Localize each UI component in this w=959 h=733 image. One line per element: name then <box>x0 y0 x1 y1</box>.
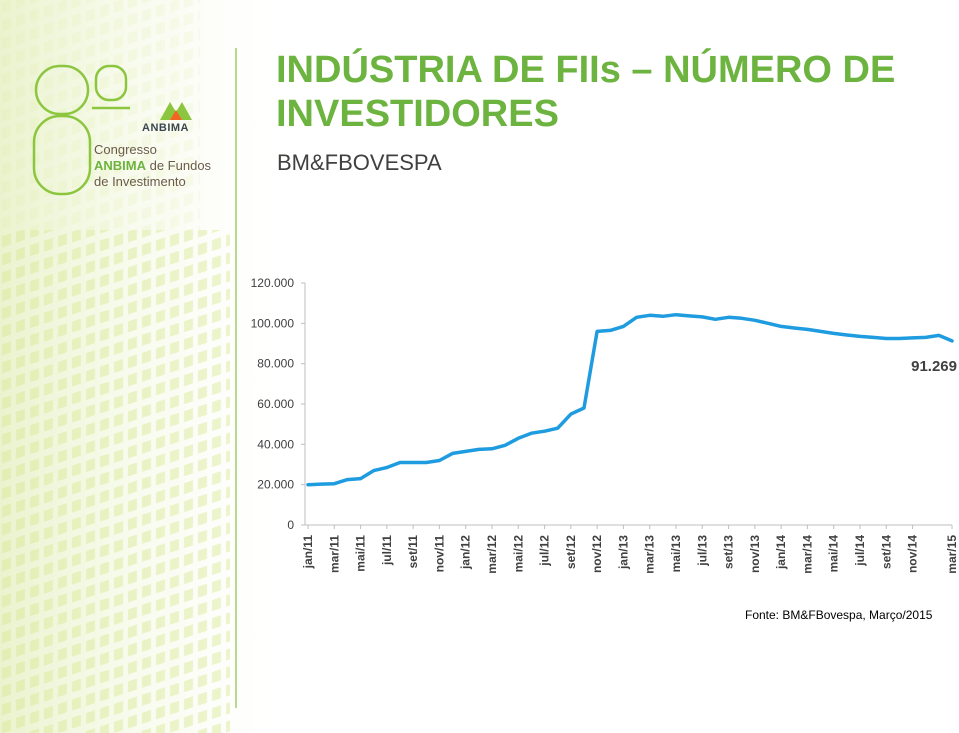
x-tick-label: set/12 <box>563 535 578 570</box>
x-tick-label: mar/15 <box>945 535 959 574</box>
x-tick-label: nov/13 <box>747 535 762 574</box>
x-tick-label: mar/11 <box>327 535 342 574</box>
x-tick-label: mai/12 <box>511 535 526 573</box>
x-tick-label: jan/13 <box>616 535 631 570</box>
x-tick-label: jan/12 <box>458 535 473 570</box>
x-tick-label: jul/11 <box>379 535 394 566</box>
x-tick-label: set/11 <box>406 535 421 569</box>
y-tick-label: 0 <box>287 518 294 532</box>
x-tick-label: mar/13 <box>642 535 657 574</box>
x-tick-label: set/13 <box>721 535 736 570</box>
x-tick-label: jan/11 <box>301 535 315 569</box>
x-tick-label: set/14 <box>879 535 894 570</box>
brand-line-anbima-fundos <box>94 158 211 174</box>
page-title: INDÚSTRIA DE FIIs – NÚMERO DE INVESTIDORES <box>276 49 896 135</box>
brand-line-investimento: de Investimento <box>94 174 186 189</box>
y-tick-label: 40.000 <box>257 437 294 452</box>
x-tick-label: jul/13 <box>695 535 710 566</box>
y-tick-label: 100.000 <box>250 316 294 331</box>
brand-de-fundos: de Fundos <box>146 158 212 173</box>
brand-anbima-word: ANBIMA <box>94 158 146 173</box>
y-tick-label: 80.000 <box>257 356 294 371</box>
x-tick-label: nov/11 <box>432 535 447 573</box>
y-tick-label: 20.000 <box>257 477 294 492</box>
x-tick-label: mai/11 <box>353 535 368 572</box>
x-tick-label: jul/14 <box>853 535 867 566</box>
investors-line-chart <box>230 270 959 590</box>
last-value-data-label: 91.269 <box>911 358 957 375</box>
x-tick-label: mar/14 <box>800 535 815 574</box>
page-subtitle: BM&FBOVESPA <box>277 150 442 175</box>
source-note: Fonte: BM&FBovespa, Março/2015 <box>745 608 933 622</box>
brand-line-congresso: Congresso <box>94 142 157 157</box>
x-tick-label: mai/14 <box>826 535 841 573</box>
anbima-logo-icon <box>160 100 196 120</box>
y-tick-label: 120.000 <box>250 276 294 290</box>
x-tick-label: mar/12 <box>485 535 499 574</box>
congress-logo <box>30 60 220 210</box>
anbima-logo-text: ANBIMA <box>142 122 189 134</box>
investors-series-line <box>308 315 952 485</box>
y-tick-label: 60.000 <box>257 397 294 411</box>
x-tick-label: jan/14 <box>774 535 789 570</box>
x-tick-label: nov/14 <box>905 535 920 574</box>
x-tick-label: nov/12 <box>590 535 605 574</box>
x-tick-label: mai/13 <box>669 535 683 573</box>
x-tick-label: jul/12 <box>537 535 552 566</box>
